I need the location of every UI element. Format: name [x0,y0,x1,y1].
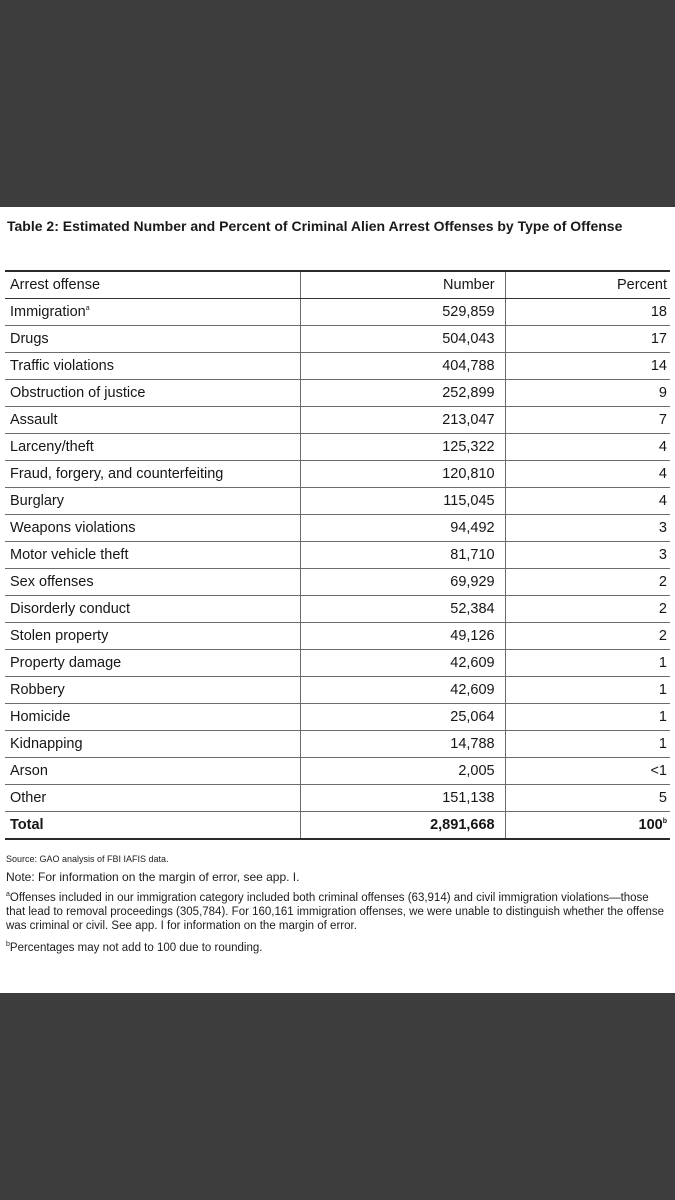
table-row [5,542,670,569]
percent-cell [505,515,670,542]
percent-cell-text: 4 [658,493,667,509]
number-cell [301,731,505,758]
percent-cell-text: 7 [658,412,667,428]
percent-cell [505,785,670,812]
percent-cell [505,650,670,677]
offense-cell-text: Weapons violations [10,520,136,536]
table-notes [6,854,666,963]
offense-cell-text: Sex offenses [10,574,94,590]
offense-cell [5,704,301,731]
document-image [0,207,675,993]
offense-cell [5,326,301,353]
number-cell [301,785,505,812]
offense-cell [5,380,301,407]
offense-cell [5,542,301,569]
number-cell-text: 42,609 [450,682,495,698]
number-cell-text: 125,322 [442,439,495,455]
percent-cell [505,623,670,650]
note-line: Note: For information on the margin of error, see app. I. [6,870,300,884]
percent-cell-text: 1 [658,709,667,725]
offense-cell-text: Assault [10,412,58,428]
source-line: Source: GAO analysis of FBI IAFIS data. [6,854,169,864]
percent-cell [505,677,670,704]
percent-cell [505,380,670,407]
number-cell-text: 94,492 [450,520,495,536]
offense-cell [5,353,301,380]
footnote-marker: b [662,818,667,826]
number-cell [301,650,505,677]
offense-cell-text: Obstruction of justice [10,385,146,401]
number-cell-text: 120,810 [442,466,495,482]
number-cell-text: 252,899 [442,385,495,401]
table-row [5,623,670,650]
table-row [5,677,670,704]
footnote-a-text: Offenses included in our immigration category included both criminal offenses (63,914) and civil immigration violations—those that lead to removal proceedings (305,784). For 160,161 immigration offenses, we were unable to distinguish whether the offense was criminal or civil. See app. I for information on the margin of error. [6,892,665,932]
percent-cell [505,758,670,785]
table-row [5,704,670,731]
offense-table [5,270,670,840]
number-cell [301,488,505,515]
header-arrest-offense: Arrest offense [5,271,301,299]
number-cell [301,299,505,326]
offense-cell [5,758,301,785]
table-row [5,596,670,623]
offense-cell-text: Drugs [10,331,49,347]
percent-cell [505,731,670,758]
table-row [5,488,670,515]
number-cell [301,623,505,650]
number-cell [301,434,505,461]
number-cell-text: 213,047 [442,412,495,428]
percent-cell [505,542,670,569]
percent-cell [505,434,670,461]
total-row [5,812,670,840]
percent-cell [505,704,670,731]
total-percent-cell-text: 100 [638,817,663,833]
offense-cell-text: Property damage [10,655,122,671]
percent-cell-text: 14 [650,358,667,374]
offense-cell-text: Motor vehicle theft [10,547,129,563]
footnote-b-mark: b [6,941,10,949]
number-cell [301,569,505,596]
offense-cell-text: Immigration [10,304,86,320]
total-label-cell [5,812,301,840]
offense-cell-text: Other [10,790,47,806]
percent-cell-text: 9 [658,385,667,401]
table-row [5,299,670,326]
offense-cell-text: Fraud, forgery, and counterfeiting [10,466,224,482]
number-cell-text: 14,788 [450,736,495,752]
number-cell-text: 404,788 [442,358,495,374]
number-cell [301,326,505,353]
header-percent: Percent [505,271,670,299]
percent-cell [505,353,670,380]
percent-cell-text: 3 [658,547,667,563]
percent-cell-text: 5 [658,790,667,806]
number-cell-text: 42,609 [450,655,495,671]
footnote-b [6,941,666,955]
percent-cell [505,488,670,515]
percent-cell-text: 2 [658,628,667,644]
table-row [5,407,670,434]
offense-cell-text: Kidnapping [10,736,83,752]
offense-cell [5,731,301,758]
number-cell [301,353,505,380]
number-cell [301,677,505,704]
number-cell-text: 504,043 [442,331,495,347]
table-header-row [5,271,670,299]
offense-cell-text: Homicide [10,709,71,725]
offense-cell-text: Arson [10,763,48,779]
header-number: Number [301,271,505,299]
total-number-cell [301,812,505,840]
total-number-cell-text: 2,891,668 [430,817,495,833]
offense-cell [5,596,301,623]
percent-cell [505,407,670,434]
offense-cell [5,407,301,434]
offense-cell [5,434,301,461]
table-row [5,758,670,785]
percent-cell [505,326,670,353]
percent-cell-text: 2 [658,601,667,617]
number-cell-text: 69,929 [450,574,495,590]
percent-cell-text: <1 [650,763,667,779]
number-cell [301,407,505,434]
number-cell [301,758,505,785]
number-cell [301,515,505,542]
percent-cell-text: 4 [658,439,667,455]
offense-cell-text: Larceny/theft [10,439,94,455]
percent-cell [505,461,670,488]
offense-cell-text: Traffic violations [10,358,114,374]
offense-cell-text: Disorderly conduct [10,601,131,617]
number-cell-text: 25,064 [450,709,495,725]
table-row [5,461,670,488]
footnote-b-text: Percentages may not add to 100 due to rounding. [9,942,263,954]
percent-cell [505,299,670,326]
number-cell-text: 81,710 [450,547,495,563]
number-cell [301,380,505,407]
number-cell [301,461,505,488]
percent-cell-text: 1 [658,682,667,698]
percent-cell-text: 18 [650,304,667,320]
offense-cell [5,461,301,488]
offense-cell [5,785,301,812]
number-cell-text: 151,138 [442,790,495,806]
number-cell-text: 115,045 [443,493,495,509]
number-cell-text: 2,005 [458,763,495,779]
offense-cell-text: Robbery [10,682,65,698]
percent-cell [505,569,670,596]
number-cell-text: 52,384 [450,601,495,617]
number-cell-text: 49,126 [450,628,495,644]
offense-cell-text: Burglary [10,493,64,509]
offense-cell [5,515,301,542]
top-letterbox [0,0,675,207]
table-row [5,353,670,380]
percent-cell-text: 2 [658,574,667,590]
total-percent-cell [505,812,670,840]
table-row [5,569,670,596]
number-cell [301,704,505,731]
total-label-cell-text: Total [10,817,44,833]
footnote-a [6,891,666,933]
number-cell [301,596,505,623]
offense-cell [5,569,301,596]
number-cell [301,542,505,569]
offense-cell [5,650,301,677]
percent-cell-text: 4 [658,466,667,482]
percent-cell-text: 1 [658,736,667,752]
footnote-marker: a [85,305,90,313]
table-row [5,515,670,542]
offense-cell [5,488,301,515]
table-row [5,434,670,461]
table-title: Table 2: Estimated Number and Percent of Criminal Alien Arrest Offenses by Type of Offense [7,218,623,234]
table-row [5,650,670,677]
bottom-letterbox [0,993,675,1200]
offense-cell [5,299,301,326]
table-row [5,380,670,407]
footnote-a-mark: a [6,891,10,899]
table-row [5,785,670,812]
percent-cell-text: 17 [650,331,667,347]
offense-cell-text: Stolen property [10,628,109,644]
offense-cell [5,677,301,704]
offense-cell [5,623,301,650]
number-cell-text: 529,859 [442,304,495,320]
table-row [5,326,670,353]
table-row [5,731,670,758]
percent-cell-text: 3 [658,520,667,536]
percent-cell-text: 1 [658,655,667,671]
percent-cell [505,596,670,623]
